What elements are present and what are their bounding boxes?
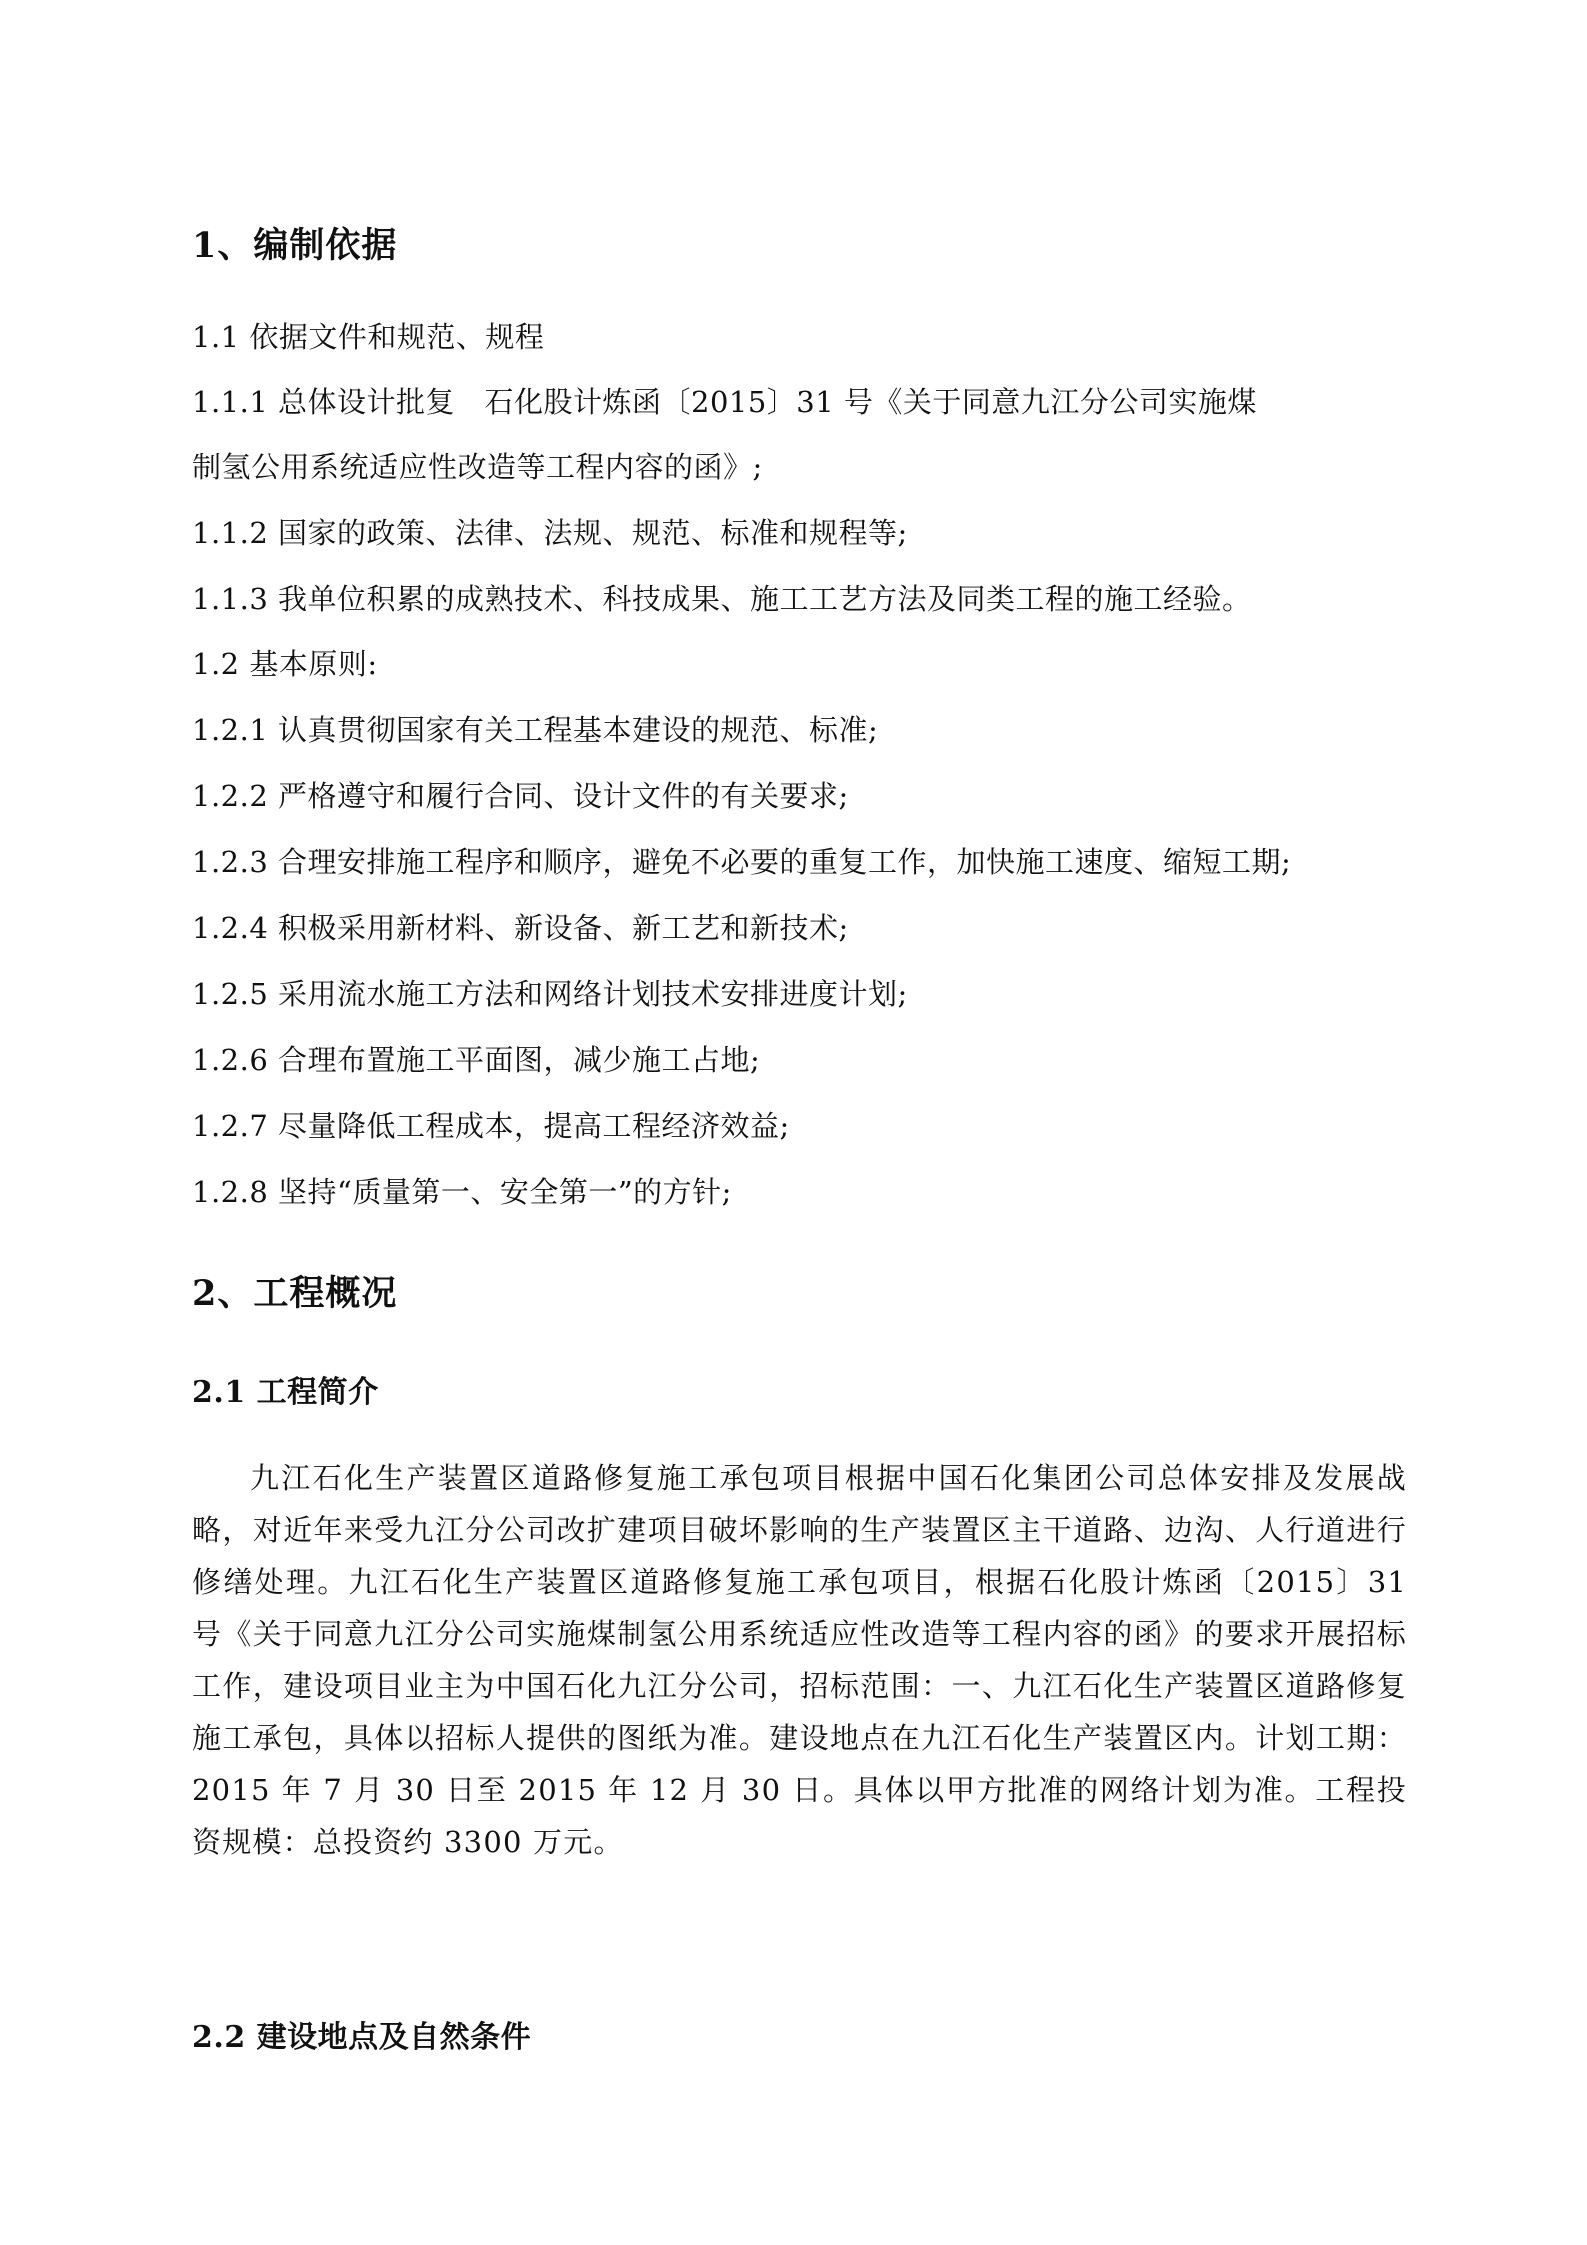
project-overview-paragraph: 九江石化生产装置区道路修复施工承包项目根据中国石化集团公司总体安排及发展战略，对近年来受九江分公司改扩建项目破坏影响的生产装置区主干道路、边沟、人行道进行修缮处理。九江石化生产装置区道路修复施工承包项目，根据石化股计炼函〔2015〕31 号《关于同意九江分公司实施煤制氢公用系统适应性改造等工程内容的函》的要求开展招标工作，建设项目业主为中国石化九江分公司，招标范围：一、九江石化生产装置区道路修复施工承包，具体以招标人提供的图纸为准。建设地点在九江石化生产装置区内。计划工期：2015 年 7 月 30 日至 2015 年 12 月 30 日。具体以甲方批准的网络计划为准。工程投资规模：总投资约 3300 万元。: [192, 1461, 1407, 1859]
item-1-2-2: 1.2.2 严格遵守和履行合同、设计文件的有关要求;: [192, 779, 849, 813]
item-1-1-1: 1.1.1 总体设计批复 石化股计炼函〔2015〕31 号《关于同意九江分公司实施煤: [192, 385, 1257, 419]
item-1-2: 1.2 基本原则:: [192, 647, 378, 681]
item-1-2-4: 1.2.4 积极采用新材料、新设备、新工艺和新技术;: [192, 911, 849, 945]
section-1-heading: 1、编制依据: [192, 225, 398, 266]
section-2-1-heading: 2.1 工程简介: [192, 1375, 379, 1410]
item-1-2-8: 1.2.8 坚持“质量第一、安全第一”的方针;: [192, 1175, 732, 1209]
section-2-heading: 2、工程概况: [192, 1273, 398, 1314]
item-1-1: 1.1 依据文件和规范、规程: [192, 320, 545, 354]
item-1-2-7: 1.2.7 尽量降低工程成本，提高工程经济效益;: [192, 1109, 790, 1143]
item-1-1-1-continued: 制氢公用系统适应性改造等工程内容的函》;: [192, 450, 763, 484]
item-1-1-2: 1.1.2 国家的政策、法律、法规、规范、标准和规程等;: [192, 516, 908, 550]
section-2-2-heading: 2.2 建设地点及自然条件: [192, 2020, 532, 2055]
item-1-2-5: 1.2.5 采用流水施工方法和网络计划技术安排进度计划;: [192, 977, 908, 1011]
item-1-2-3: 1.2.3 合理安排施工程序和顺序，避免不必要的重复工作，加快施工速度、缩短工期;: [192, 845, 1292, 879]
item-1-2-6: 1.2.6 合理布置施工平面图，减少施工占地;: [192, 1043, 761, 1077]
item-1-2-1: 1.2.1 认真贯彻国家有关工程基本建设的规范、标准;: [192, 713, 879, 747]
item-1-1-3: 1.1.3 我单位积累的成熟技术、科技成果、施工工艺方法及同类工程的施工经验。: [192, 582, 1252, 616]
